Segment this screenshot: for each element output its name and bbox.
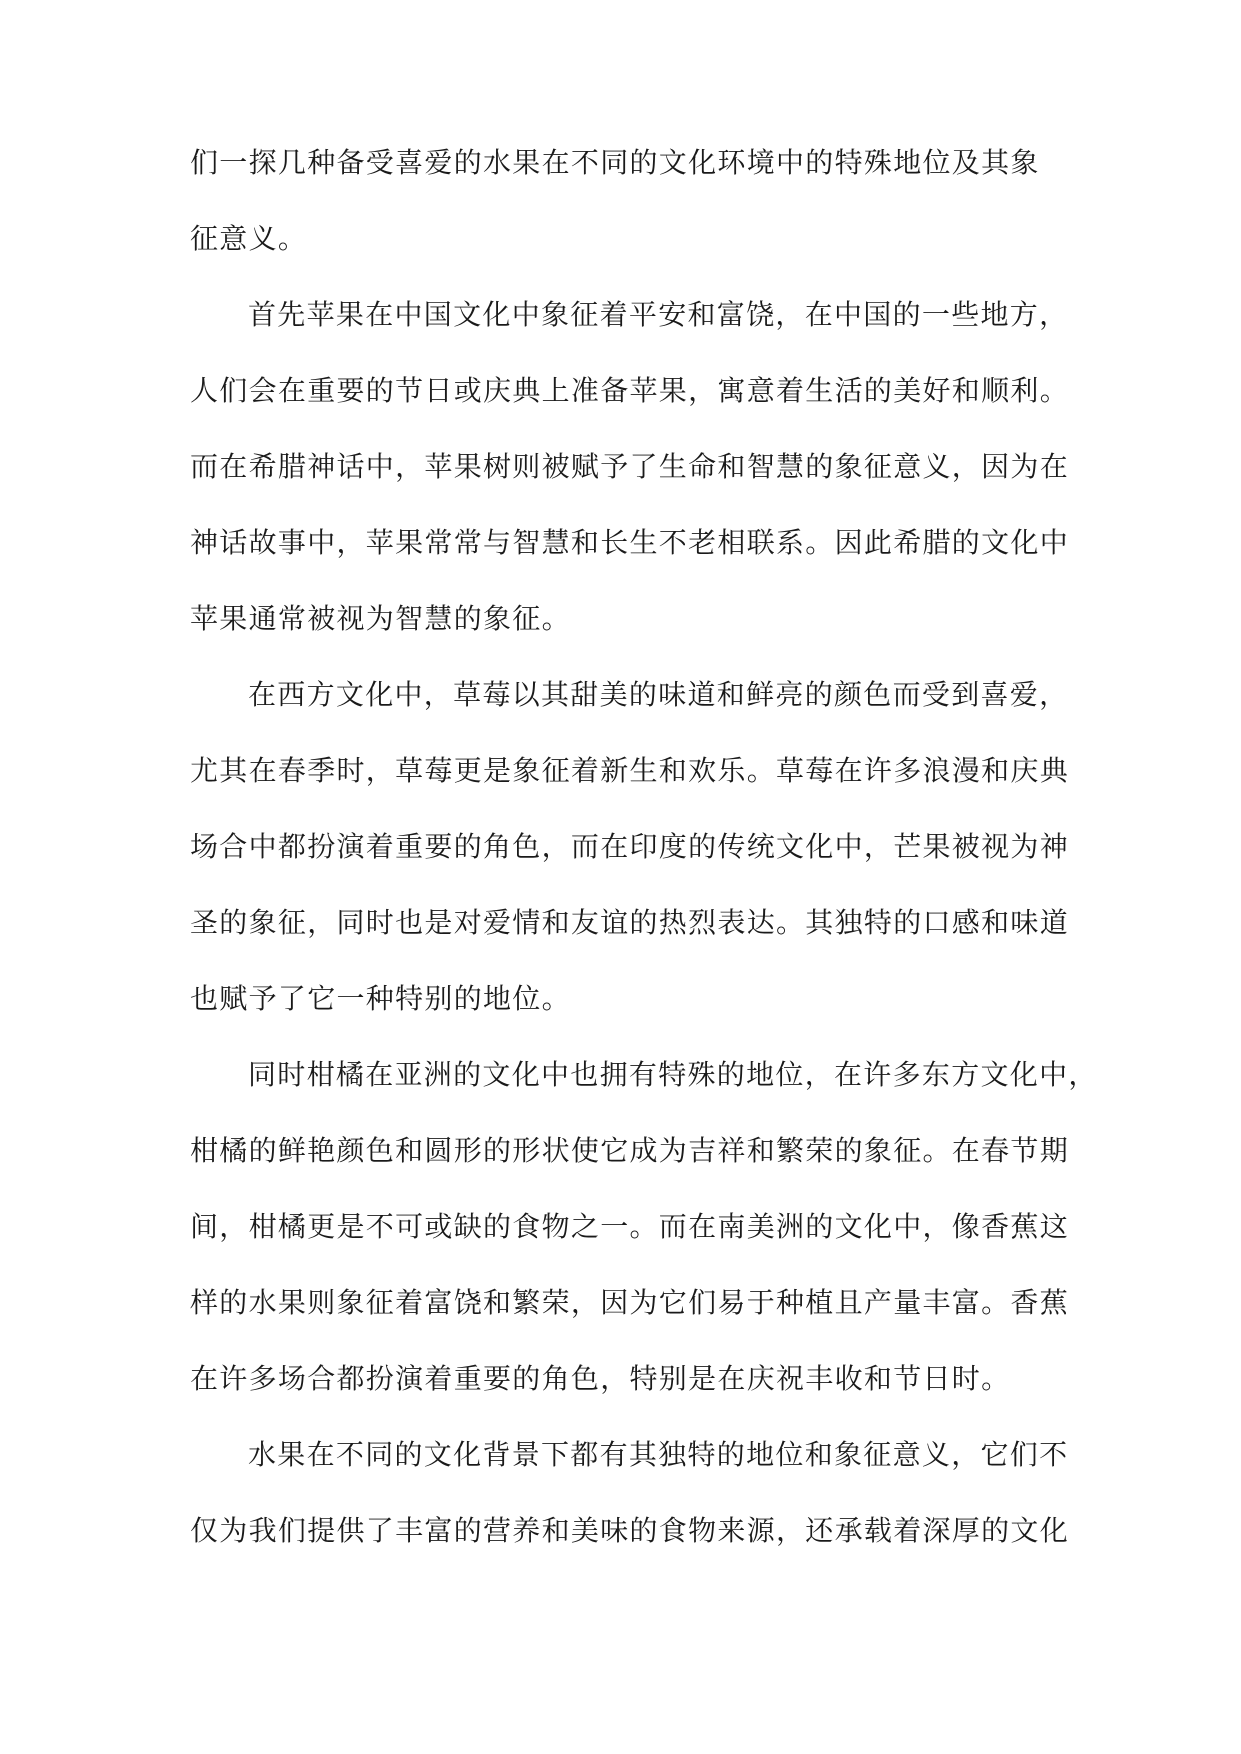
- paragraph-first-line: 在西方文化中，草莓以其甜美的味道和鲜亮的颜色而受到喜爱，: [248, 678, 1069, 711]
- text-line: 而在希腊神话中，苹果树则被赋予了生命和智慧的象征意义，因为在: [190, 450, 1070, 483]
- text-line: 征意义。: [190, 222, 308, 255]
- text-line: 在许多场合都扮演着重要的角色，特别是在庆祝丰收和节日时。: [190, 1362, 1011, 1395]
- text-line: 圣的象征，同时也是对爱情和友谊的热烈表达。其独特的口感和味道: [190, 906, 1070, 939]
- body-text: [190, 138, 1098, 1582]
- text-line: 间，柑橘更是不可或缺的食物之一。而在南美洲的文化中，像香蕉这: [190, 1210, 1070, 1243]
- paragraph-first-line: 水果在不同的文化背景下都有其独特的地位和象征意义，它们不: [248, 1438, 1069, 1471]
- text-line: 尤其在春季时，草莓更是象征着新生和欢乐。草莓在许多浪漫和庆典: [190, 754, 1070, 787]
- text-line: 神话故事中，苹果常常与智慧和长生不老相联系。因此希腊的文化中: [190, 526, 1070, 559]
- paragraph-first-line: 首先苹果在中国文化中象征着平安和富饶，在中国的一些地方，: [248, 298, 1069, 331]
- text-line: 苹果通常被视为智慧的象征。: [190, 602, 571, 635]
- text-line: 们一探几种备受喜爱的水果在不同的文化环境中的特殊地位及其象: [190, 146, 1040, 179]
- text-line: 柑橘的鲜艳颜色和圆形的形状使它成为吉祥和繁荣的象征。在春节期: [190, 1134, 1070, 1167]
- text-line: 也赋予了它一种特别的地位。: [190, 982, 571, 1015]
- text-line: 人们会在重要的节日或庆典上准备苹果，寓意着生活的美好和顺利。: [190, 374, 1070, 407]
- text-line: 样的水果则象征着富饶和繁荣，因为它们易于种植且产量丰富。香蕉: [190, 1286, 1070, 1319]
- text-line: 仅为我们提供了丰富的营养和美味的食物来源，还承载着深厚的文化: [190, 1514, 1070, 1547]
- paragraph-first-line: 同时柑橘在亚洲的文化中也拥有特殊的地位，在许多东方文化中，: [248, 1058, 1098, 1091]
- text-line: 场合中都扮演着重要的角色，而在印度的传统文化中，芒果被视为神: [190, 830, 1070, 863]
